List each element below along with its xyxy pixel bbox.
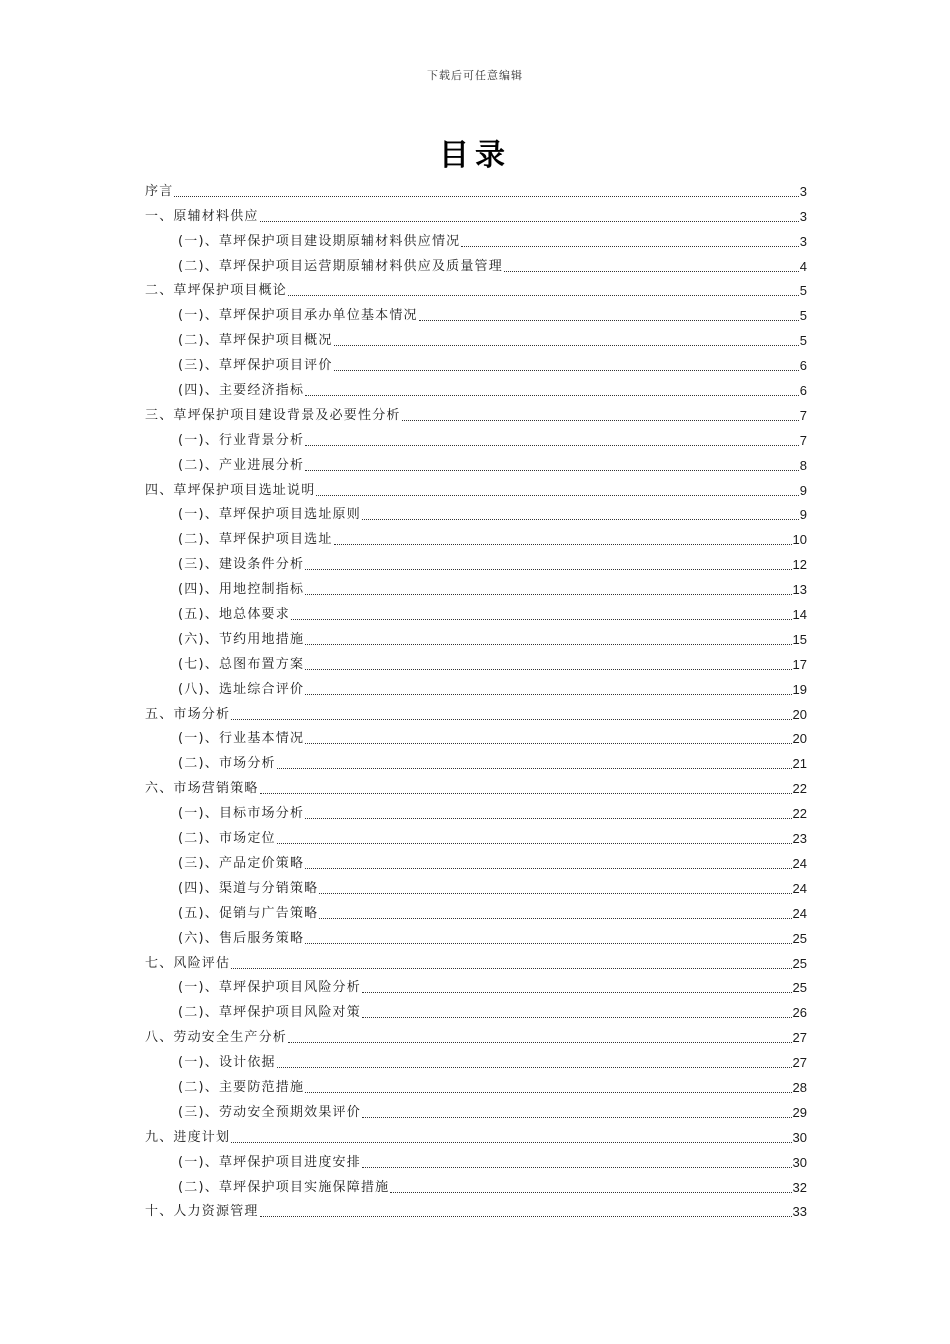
toc-subentry[interactable] (145, 673, 807, 698)
toc-entry-text: (一)、目标市场分析 (178, 806, 305, 822)
toc-page-number: 6 (799, 358, 807, 374)
toc-page-number: 20 (792, 731, 807, 747)
toc-dot-leader (362, 1117, 792, 1118)
toc-page-number: 12 (792, 557, 807, 573)
toc-entry-text: (五)、促销与广告策略 (178, 905, 319, 921)
toc-dot-leader (277, 768, 792, 769)
toc-dot-leader (461, 246, 798, 247)
toc-entry-text: (八)、选址综合评价 (178, 681, 305, 697)
toc-subentry[interactable] (145, 872, 807, 897)
toc-page-number: 30 (792, 1129, 807, 1145)
toc-subentry[interactable] (145, 324, 807, 349)
toc-entry-text: (二)、产业进展分析 (178, 457, 305, 473)
toc-dot-leader (231, 1142, 791, 1143)
toc-subentry[interactable] (145, 623, 807, 648)
toc-entry-text: (三)、建设条件分析 (178, 557, 305, 573)
toc-entry-text: 五、市场分析 (145, 706, 231, 722)
toc-dot-leader (288, 295, 799, 296)
toc-entry-text: (一)、草坪保护项目风险分析 (178, 980, 361, 996)
toc-dot-leader (319, 893, 791, 894)
toc-entry-text: (七)、总图布置方案 (178, 656, 305, 672)
toc-entry-text: (三)、劳动安全预期效果评价 (178, 1104, 361, 1120)
toc-entry-text: (二)、草坪保护项目实施保障措施 (178, 1179, 390, 1195)
toc-dot-leader (231, 719, 791, 720)
toc-entry[interactable] (145, 399, 807, 424)
toc-entry-text: 序言 (145, 183, 174, 199)
toc-page-number: 8 (799, 457, 807, 473)
toc-entry-text: (四)、渠道与分销策略 (178, 880, 319, 896)
toc-dot-leader (305, 943, 791, 944)
toc-dot-leader (362, 1017, 792, 1018)
toc-entry[interactable] (145, 275, 807, 300)
toc-entry-text: (二)、草坪保护项目运营期原辅材料供应及质量管理 (178, 258, 503, 274)
toc-entry-text: (一)、草坪保护项目承办单位基本情况 (178, 308, 418, 324)
toc-dot-leader (260, 221, 799, 222)
toc-entry-text: (一)、草坪保护项目选址原则 (178, 507, 361, 523)
toc-dot-leader (305, 743, 791, 744)
toc-dot-leader (305, 470, 799, 471)
toc-subentry[interactable] (145, 299, 807, 324)
toc-dot-leader (305, 594, 791, 595)
toc-dot-leader (305, 1092, 791, 1093)
toc-entry-text: 四、草坪保护项目选址说明 (145, 482, 316, 498)
toc-entry-text: 八、劳动安全生产分析 (145, 1030, 288, 1046)
toc-entry-text: (二)、市场定位 (178, 831, 276, 847)
toc-dot-leader (231, 968, 791, 969)
toc-subentry[interactable] (145, 847, 807, 872)
toc-page-number: 25 (792, 930, 807, 946)
toc-subentry[interactable] (145, 523, 807, 548)
toc-page-number: 14 (792, 607, 807, 623)
toc-subentry[interactable] (145, 374, 807, 399)
toc-subentry[interactable] (145, 922, 807, 947)
toc-dot-leader (305, 669, 791, 670)
toc-page-number: 13 (792, 582, 807, 598)
toc-subentry[interactable] (145, 797, 807, 822)
toc-entry-text: 三、草坪保护项目建设背景及必要性分析 (145, 407, 401, 423)
toc-entry[interactable] (145, 947, 807, 972)
toc-entry-text: (一)、草坪保护项目进度安排 (178, 1154, 361, 1170)
toc-page-number: 3 (799, 208, 807, 224)
toc-entry-text: (四)、用地控制指标 (178, 582, 305, 598)
toc-list (145, 175, 807, 1220)
toc-subentry[interactable] (145, 1146, 807, 1171)
toc-entry[interactable] (145, 1021, 807, 1046)
toc-subentry[interactable] (145, 573, 807, 598)
toc-page-number: 24 (792, 880, 807, 896)
toc-dot-leader (305, 569, 791, 570)
toc-entry-text: 十、人力资源管理 (145, 1204, 259, 1220)
toc-entry-text: (二)、主要防范措施 (178, 1079, 305, 1095)
toc-subentry[interactable] (145, 1171, 807, 1196)
toc-dot-leader (362, 1167, 792, 1168)
toc-dot-leader (334, 370, 799, 371)
toc-page-number: 24 (792, 855, 807, 871)
toc-subentry[interactable] (145, 548, 807, 573)
toc-page-number: 3 (799, 233, 807, 249)
toc-dot-leader (305, 694, 791, 695)
toc-dot-leader (419, 320, 799, 321)
toc-dot-leader (277, 843, 792, 844)
toc-dot-leader (291, 619, 792, 620)
toc-dot-leader (288, 1042, 792, 1043)
toc-page-number: 4 (799, 258, 807, 274)
toc-page-number: 23 (792, 831, 807, 847)
toc-subentry[interactable] (145, 972, 807, 997)
toc-entry[interactable] (145, 474, 807, 499)
toc-entry-text: (二)、市场分析 (178, 756, 276, 772)
toc-page-number: 5 (799, 308, 807, 324)
page-header-note: 下载后可任意编辑 (427, 69, 523, 82)
toc-page-number: 20 (792, 706, 807, 722)
toc-page-number: 7 (799, 407, 807, 423)
toc-dot-leader (305, 395, 799, 396)
toc-page-number: 22 (792, 781, 807, 797)
toc-dot-leader (316, 495, 798, 496)
toc-page-number: 27 (792, 1030, 807, 1046)
toc-page-number: 15 (792, 631, 807, 647)
toc-page-number: 9 (799, 482, 807, 498)
toc-page-number: 22 (792, 806, 807, 822)
toc-entry-text: 二、草坪保护项目概论 (145, 283, 288, 299)
toc-entry[interactable] (145, 1196, 807, 1221)
toc-entry-text: (二)、草坪保护项目选址 (178, 532, 333, 548)
toc-entry-text: 九、进度计划 (145, 1129, 231, 1145)
toc-page-number: 21 (792, 756, 807, 772)
toc-page-number: 5 (799, 333, 807, 349)
toc-page-number: 27 (792, 1055, 807, 1071)
toc-entry[interactable] (145, 772, 807, 797)
toc-entry-text: 七、风险评估 (145, 955, 231, 971)
toc-page-number: 7 (799, 432, 807, 448)
toc-entry-text: (一)、行业背景分析 (178, 432, 305, 448)
toc-page-number: 33 (792, 1204, 807, 1220)
toc-entry-text: (四)、主要经济指标 (178, 383, 305, 399)
toc-page-number: 32 (792, 1179, 807, 1195)
toc-dot-leader (260, 793, 792, 794)
toc-entry-text: (六)、节约用地措施 (178, 631, 305, 647)
toc-page-number: 25 (792, 980, 807, 996)
toc-dot-leader (277, 1067, 792, 1068)
toc-page-number: 26 (792, 1005, 807, 1021)
toc-subentry[interactable] (145, 449, 807, 474)
toc-entry-text: (二)、草坪保护项目风险对策 (178, 1005, 361, 1021)
toc-subentry[interactable] (145, 499, 807, 524)
toc-dot-leader (504, 271, 799, 272)
toc-entry[interactable] (145, 175, 807, 200)
toc-page-number: 3 (799, 183, 807, 199)
toc-dot-leader (362, 992, 792, 993)
toc-subentry[interactable] (145, 996, 807, 1021)
toc-subentry[interactable] (145, 1046, 807, 1071)
toc-dot-leader (334, 544, 792, 545)
toc-entry[interactable] (145, 1121, 807, 1146)
toc-dot-leader (305, 445, 799, 446)
toc-dot-leader (305, 818, 791, 819)
toc-page-number: 6 (799, 383, 807, 399)
toc-page-number: 25 (792, 955, 807, 971)
toc-entry-text: (一)、草坪保护项目建设期原辅材料供应情况 (178, 233, 461, 249)
toc-subentry[interactable] (145, 424, 807, 449)
toc-subentry[interactable] (145, 250, 807, 275)
toc-dot-leader (402, 420, 799, 421)
toc-page-number: 28 (792, 1079, 807, 1095)
toc-dot-leader (334, 345, 799, 346)
toc-entry-text: (一)、设计依据 (178, 1055, 276, 1071)
toc-dot-leader (174, 196, 798, 197)
toc-entry[interactable] (145, 200, 807, 225)
toc-dot-leader (305, 868, 791, 869)
toc-entry-text: (六)、售后服务策略 (178, 930, 305, 946)
toc-page-number: 19 (792, 681, 807, 697)
toc-dot-leader (319, 918, 791, 919)
toc-subentry[interactable] (145, 648, 807, 673)
toc-entry-text: (二)、草坪保护项目概况 (178, 333, 333, 349)
toc-subentry[interactable] (145, 897, 807, 922)
toc-dot-leader (260, 1216, 792, 1217)
toc-subentry[interactable] (145, 1096, 807, 1121)
toc-subentry[interactable] (145, 822, 807, 847)
toc-title: 目录 (439, 138, 511, 173)
toc-subentry[interactable] (145, 598, 807, 623)
toc-entry-text: (五)、地总体要求 (178, 607, 290, 623)
toc-entry[interactable] (145, 698, 807, 723)
toc-page-number: 17 (792, 656, 807, 672)
toc-page-number: 5 (799, 283, 807, 299)
toc-page-number: 29 (792, 1104, 807, 1120)
toc-entry-text: (三)、产品定价策略 (178, 855, 305, 871)
toc-page-number: 24 (792, 905, 807, 921)
toc-page-number: 30 (792, 1154, 807, 1170)
toc-entry-text: 一、原辅材料供应 (145, 208, 259, 224)
toc-dot-leader (305, 644, 791, 645)
toc-subentry[interactable] (145, 349, 807, 374)
toc-entry-text: (三)、草坪保护项目评价 (178, 358, 333, 374)
toc-subentry[interactable] (145, 225, 807, 250)
toc-page-number: 10 (792, 532, 807, 548)
toc-subentry[interactable] (145, 723, 807, 748)
toc-page-number: 9 (799, 507, 807, 523)
toc-subentry[interactable] (145, 1071, 807, 1096)
toc-dot-leader (362, 519, 799, 520)
toc-subentry[interactable] (145, 747, 807, 772)
toc-entry-text: (一)、行业基本情况 (178, 731, 305, 747)
toc-entry-text: 六、市场营销策略 (145, 781, 259, 797)
toc-dot-leader (390, 1192, 791, 1193)
